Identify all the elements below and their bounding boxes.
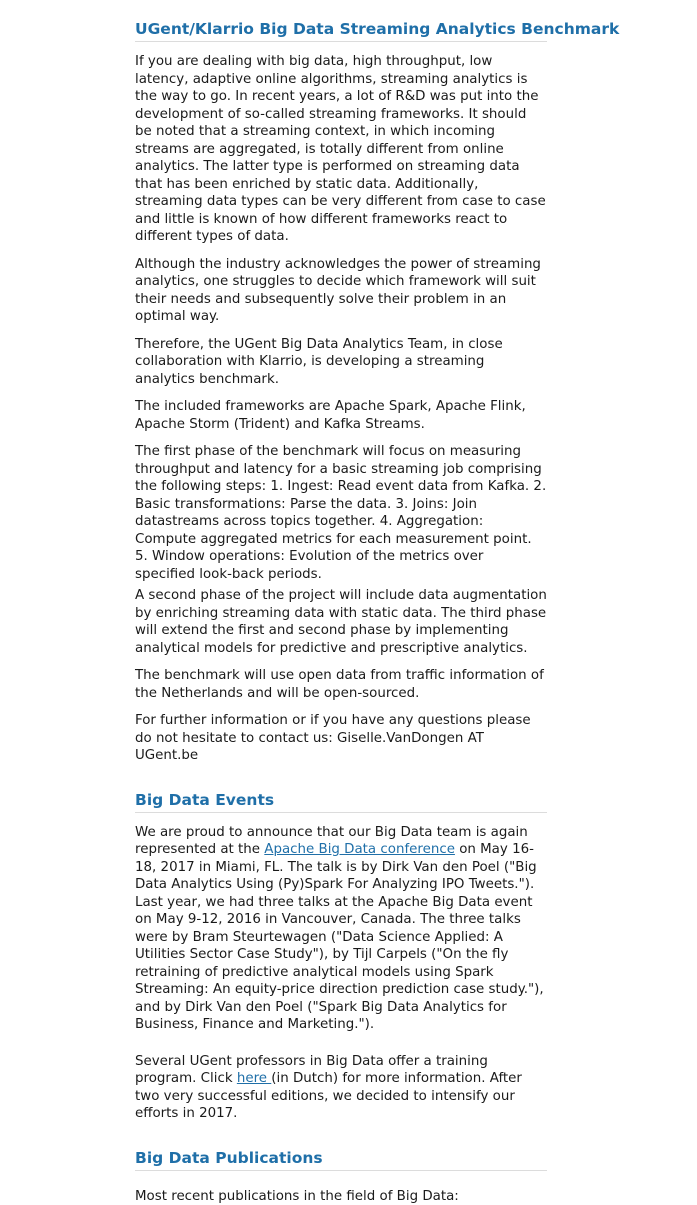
paragraph-open-data: The benchmark will use open data from traffic information of the Netherlands and will be open-sourced.	[135, 667, 547, 702]
paragraph-phase-one: The first phase of the benchmark will focus on measuring throughput and latency for a basic streaming job comprising the following steps: 1. Ingest: Read event data from Kafka. 2. Basic transformations: Parse the data. 3. Joins: Join datastreams across topics together. 4. Aggregation: Compute aggregated metrics for each measurement point. 5. Window operations: Evolution of the metrics over specified look-back periods.	[135, 443, 547, 583]
training-text-before: Several UGent professors in Big Data offer a training program. Click	[135, 1054, 488, 1087]
article	[135, 14, 547, 1205]
paragraph-intro: If you are dealing with big data, high throughput, low latency, adaptive online algorithms, streaming analytics is the way to go. In recent years, a lot of R&D was put into the development of so-called streaming frameworks. It should be noted that a streaming context, in which incoming streams are aggregated, is totally different from online analytics. The latter type is performed on streaming data that has been enriched by static data. Additionally, streaming data types can be very different from case to case and little is known of how different frameworks react to different types of data.	[135, 53, 547, 246]
training-here-link[interactable]: here	[237, 1071, 271, 1086]
paragraph-training	[135, 1053, 547, 1123]
training-text-after: (in Dutch) for more information. After two very successful editions, we decided to intensify our efforts in 2017.	[135, 1071, 522, 1121]
events-text-before: We are proud to announce that our Big Data team is again represented at the	[135, 825, 528, 858]
section-title-publications: Big Data Publications	[135, 1143, 547, 1171]
events-text-after: on May 16-18, 2017 in Miami, FL. The talk is by Dirk Van den Poel ("Big Data Analytics Using (Py)Spark For Analyzing IPO Tweets."). Last year, we had three talks at the Apache Big Data event on May 9-12, 2016 in Vancouver, Canada. The three talks were by Bram Steurtewagen ("Data Science Applied: A Utilities Sector Case Study"), by Tijl Carpels ("On the fly retraining of predictive analytical models using Spark Streaming: An equity-price direction prediction case study."), and by Dirk Van den Poel ("Spark Big Data Analytics for Business, Finance and Marketing.").	[135, 842, 544, 1032]
paragraph-frameworks: The included frameworks are Apache Spark, Apache Flink, Apache Storm (Trident) and Kafka Streams.	[135, 398, 547, 433]
paragraph-team: Therefore, the UGent Big Data Analytics Team, in close collaboration with Klarrio, is developing a streaming analytics benchmark.	[135, 336, 547, 389]
apache-big-data-conference-link[interactable]: Apache Big Data conference	[264, 842, 455, 857]
paragraph-industry: Although the industry acknowledges the power of streaming analytics, one struggles to decide which framework will suit their needs and subsequently solve their problem in an optimal way.	[135, 256, 547, 326]
paragraph-phase-two: A second phase of the project will include data augmentation by enriching streaming data with static data. The third phase will extend the first and second phase by implementing analytical models for predictive and prescriptive analytics.	[135, 587, 547, 657]
paragraph-publications: Most recent publications in the field of Big Data:	[135, 1188, 547, 1205]
section-title-events: Big Data Events	[135, 785, 547, 813]
paragraph-events	[135, 824, 547, 1034]
paragraph-contact: For further information or if you have any questions please do not hesitate to contact us: Giselle.VanDongen AT UGent.be	[135, 712, 547, 765]
section-title-benchmark: UGent/Klarrio Big Data Streaming Analytics Benchmark	[135, 14, 547, 42]
